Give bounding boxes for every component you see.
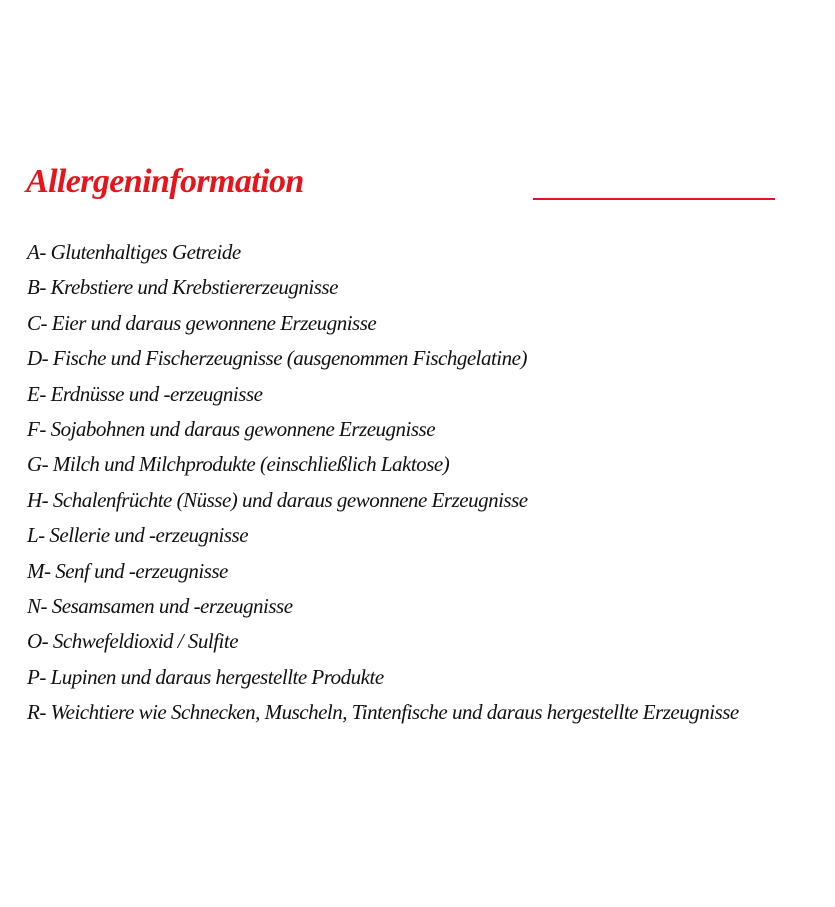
allergen-item-o: O- Schwefeldioxid / Sulfite — [27, 629, 239, 654]
allergen-item-e: E- Erdnüsse und -erzeugnisse — [27, 381, 263, 406]
allergen-item-g: G- Milch und Milchprodukte (einschließlich Laktose) — [27, 452, 450, 477]
page-title: Allergeninformation — [26, 163, 304, 200]
allergen-item-r: R- Weichtiere wie Schnecken, Muscheln, Tintenfische und daraus hergestellte Erzeugnisse — [27, 700, 739, 725]
allergen-item-p: P- Lupinen und daraus hergestellte Produkte — [27, 664, 384, 689]
allergen-list — [27, 235, 739, 730]
allergen-item-m: M- Senf und -erzeugnisse — [27, 558, 228, 583]
title-underline-rule — [533, 198, 775, 200]
allergen-item-h: H- Schalenfrüchte (Nüsse) und daraus gewonnene Erzeugnisse — [27, 487, 528, 512]
allergen-item-l: L- Sellerie und -erzeugnisse — [27, 523, 249, 548]
allergen-item-a: A- Glutenhaltiges Getreide — [27, 240, 241, 264]
allergen-item-n: N- Sesamsamen und -erzeugnisse — [27, 593, 293, 618]
allergen-item-f: F- Sojabohnen und daraus gewonnene Erzeugnisse — [27, 416, 436, 441]
allergen-item-c: C- Eier und daraus gewonnene Erzeugnisse — [27, 310, 377, 335]
allergen-item-b: B- Krebstiere und Krebstiererzeugnisse — [27, 275, 338, 300]
allergen-item-d: D- Fische und Fischerzeugnisse (ausgenommen Fischgelatine) — [27, 346, 527, 371]
